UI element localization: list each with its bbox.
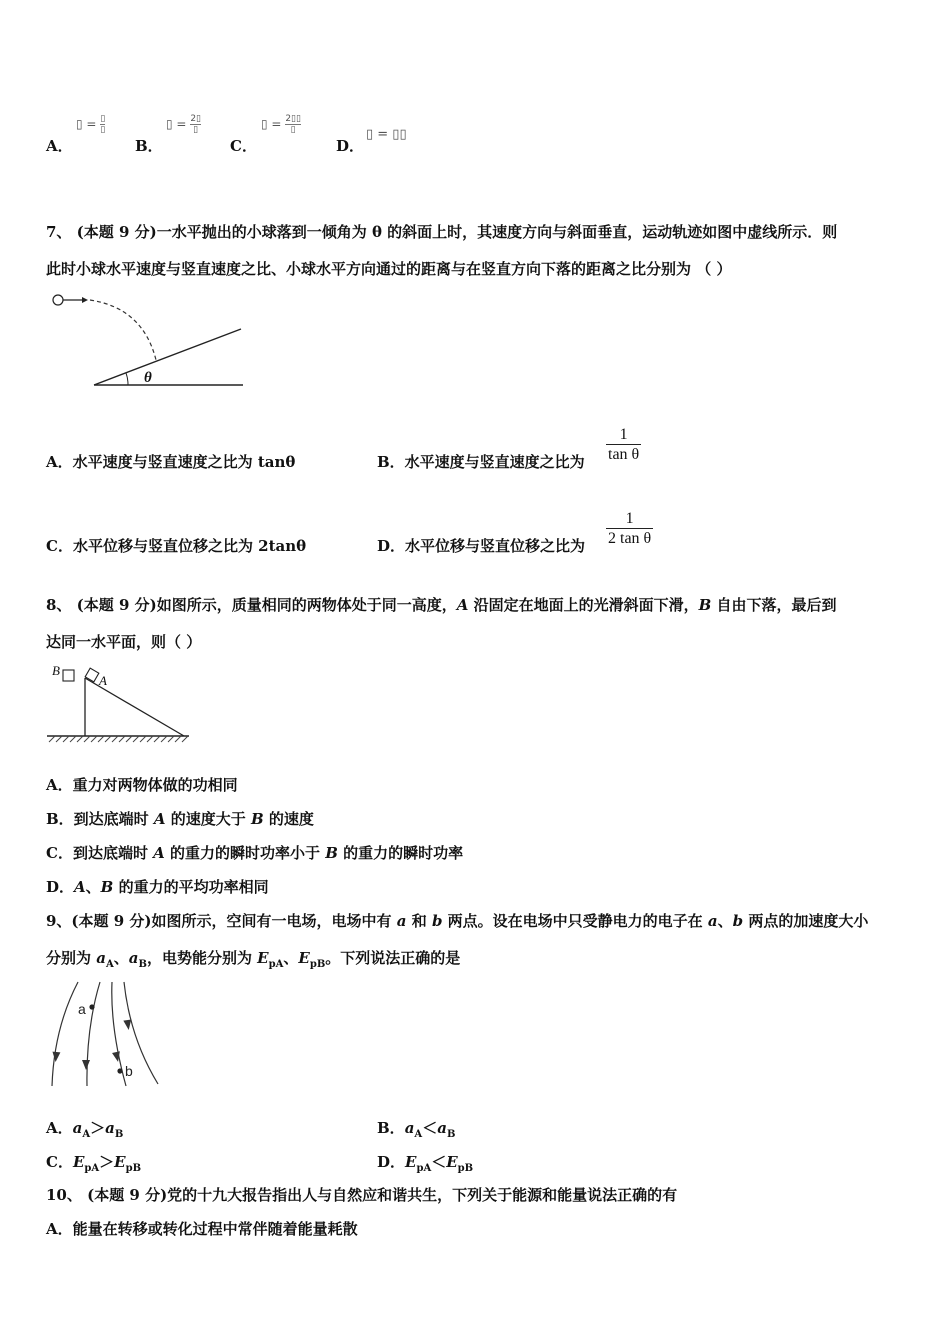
- arrow-icon: [52, 1052, 61, 1063]
- angle-arc: [126, 373, 128, 385]
- field-line-2: [87, 982, 100, 1086]
- q7-option-d-text: D．水平位移与竖直位移之比为: [377, 537, 586, 555]
- q7-stem-line1: 7、 (本题 9 分)一水平抛出的小球落到一倾角为 θ 的斜面上时，其速度方向与斜面垂直，运动轨迹如图中虚线所示．则: [46, 223, 838, 241]
- arrow-head-icon: [82, 297, 88, 303]
- arrow-icon: [112, 1051, 122, 1062]
- ball-icon: [53, 295, 63, 305]
- q7-option-a: A．水平速度与竖直速度之比为 tanθ: [46, 453, 296, 471]
- q6-option-d-formula: ▯ = ▯▯: [366, 127, 407, 142]
- trajectory-dashed: [90, 300, 156, 360]
- q9-field-figure: [44, 978, 164, 1093]
- ground-hatching: [49, 736, 188, 742]
- q8-option-a: A．重力对两物体做的功相同: [46, 776, 238, 794]
- q10-option-a: A．能量在转移或转化过程中常伴随着能量耗散: [46, 1220, 358, 1238]
- label-b: B: [52, 663, 60, 678]
- q7-stem-line2: 此时小球水平速度与竖直速度之比、小球水平方向通过的距离与在竖直方向下落的距离之比分别为 （ ）: [46, 260, 732, 278]
- q8-option-d: D．A、B 的重力的平均功率相同: [46, 878, 269, 896]
- q8-option-b: B．到达底端时 A 的速度大于 B 的速度: [46, 810, 314, 828]
- theta-label: θ: [144, 370, 152, 386]
- point-b-label: b: [125, 1063, 133, 1079]
- q7-option-d: [377, 536, 585, 556]
- q6-option-b-formula: ▯ = 2▯ ▯: [166, 114, 201, 135]
- q9-option-c: C．$E_{pA}>E_{pB}$: [46, 1153, 142, 1174]
- q9-option-a: A．$a_A>a_B$: [46, 1119, 124, 1140]
- q9-stem-line2: 分别为 $a_A$、$a_B$，电势能分别为 $E_{pA}$、$E_{pB}$。下列说法正确的是: [46, 949, 461, 970]
- arrow-icon: [82, 1060, 90, 1070]
- field-line-1: [52, 982, 78, 1086]
- block-b: [63, 670, 74, 681]
- q9-option-b: B．$a_A<a_B$: [377, 1119, 456, 1140]
- q6-option-c-label: C．: [230, 137, 257, 155]
- point-b-dot: [117, 1068, 122, 1073]
- q10-stem: 10、 (本题 9 分)党的十九大报告指出人与自然应和谐共生，下列关于能源和能量说法正确的有: [46, 1186, 678, 1204]
- q6-option-b-label: B．: [135, 137, 163, 155]
- q7-option-b-fraction: $\frac{1}{\text{tan θ}}$: [608, 426, 640, 463]
- q7-option-d-fraction: $\frac{1}{\text{2 tan θ}}$: [608, 510, 652, 547]
- q8-stem-line1: 8、 (本题 9 分)如图所示，质量相同的两物体处于同一高度，A 沿固定在地面上的光滑斜面下滑，B 自由下落，最后到: [46, 596, 837, 614]
- incline-line: [94, 329, 241, 385]
- q7-option-b: [377, 452, 585, 472]
- q8-stem-line2: 达同一水平面，则（ ）: [46, 633, 202, 651]
- point-a-label: a: [78, 1001, 86, 1017]
- q8-option-c: C．到达底端时 A 的重力的瞬时功率小于 B 的重力的瞬时功率: [46, 844, 464, 862]
- q6-option-d-label: D．: [336, 137, 365, 155]
- q7-option-b-text: B．水平速度与竖直速度之比为: [377, 453, 585, 471]
- q7-option-c: C．水平位移与竖直位移之比为 2tanθ: [46, 537, 307, 555]
- q6-option-c-formula: ▯ = 2▯▯ ▯: [261, 114, 301, 135]
- q6-option-a-label: A．: [46, 137, 73, 155]
- q6-options: [46, 110, 466, 160]
- q9-stem-line1: 9、(本题 9 分)如图所示，空间有一电场，电场中有 a 和 b 两点。设在电场中只受静电力的电子在 a、b 两点的加速度大小: [46, 912, 869, 930]
- label-a: A: [99, 673, 107, 688]
- q8-figure: [44, 660, 194, 746]
- point-a-dot: [89, 1004, 94, 1009]
- q7-figure: [48, 288, 248, 392]
- q9-option-d: D．$E_{pA}<E_{pB}$: [377, 1153, 474, 1174]
- q6-option-a-formula: ▯ = ▯ ▯: [76, 114, 106, 135]
